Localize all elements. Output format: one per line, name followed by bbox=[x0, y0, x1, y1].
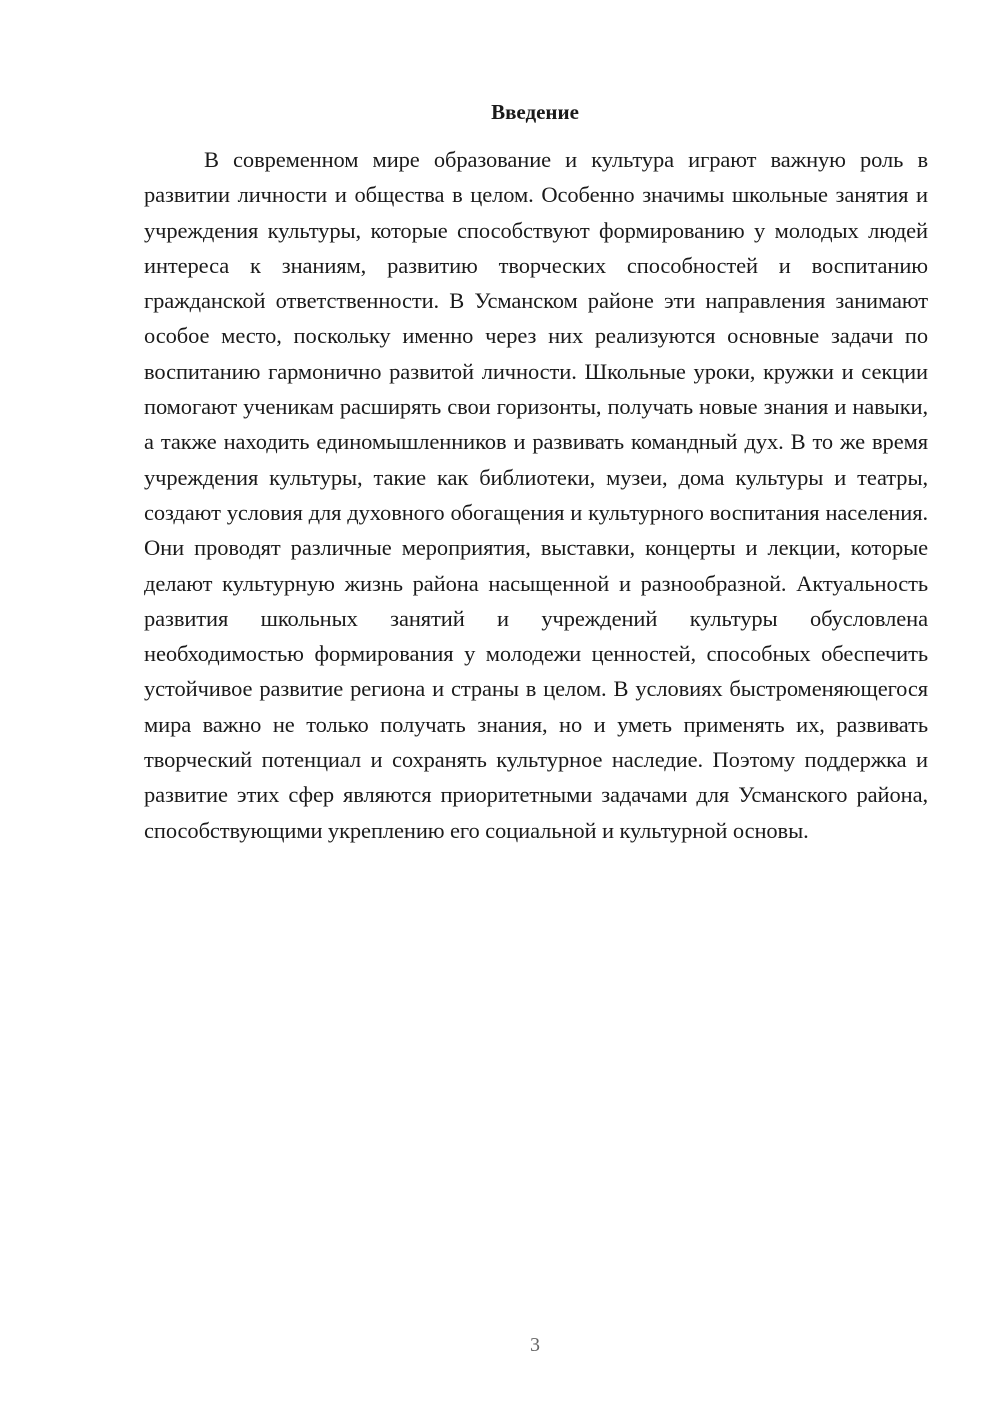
introduction-paragraph: В современном мире образование и культура играют важную роль в развитии личности и общества в целом. Особенно значимы школьные занятия и учреждения культуры, которые способствуют формированию у молодых людей интереса к знаниям, развитию творческих способностей и воспитанию гражданской ответственности. В Усманском районе эти направления занимают особое место, поскольку именно через них реализуются основные задачи по воспитанию гармонично развитой личности. Школьные уроки, кружки и секции помогают ученикам расширять свои горизонты, получать новые знания и навыки, а также находить единомышленников и развивать командный дух. В то же время учреждения культуры, такие как библиотеки, музеи, дома культуры и театры, создают условия для духовного обогащения и культурного воспитания населения. Они проводят различные мероприятия, выставки, концерты и лекции, которые делают культурную жизнь района насыщенной и разнообразной. Актуальность развития школьных занятий и учреждений культуры обусловлена необходимостью формирования у молодежи ценностей, способных обеспечить устойчивое развитие региона и страны в целом. В условиях быстроменяющегося мира важно не только получать знания, но и уметь применять их, развивать творческий потенциал и сохранять культурное наследие. Поэтому поддержка и развитие этих сфер являются приоритетными задачами для Усманского района, способствующими укреплению его социальной и культурной основы. bbox=[144, 147, 928, 843]
page-number: 3 bbox=[530, 1334, 540, 1356]
section-heading: Введение bbox=[491, 100, 579, 124]
